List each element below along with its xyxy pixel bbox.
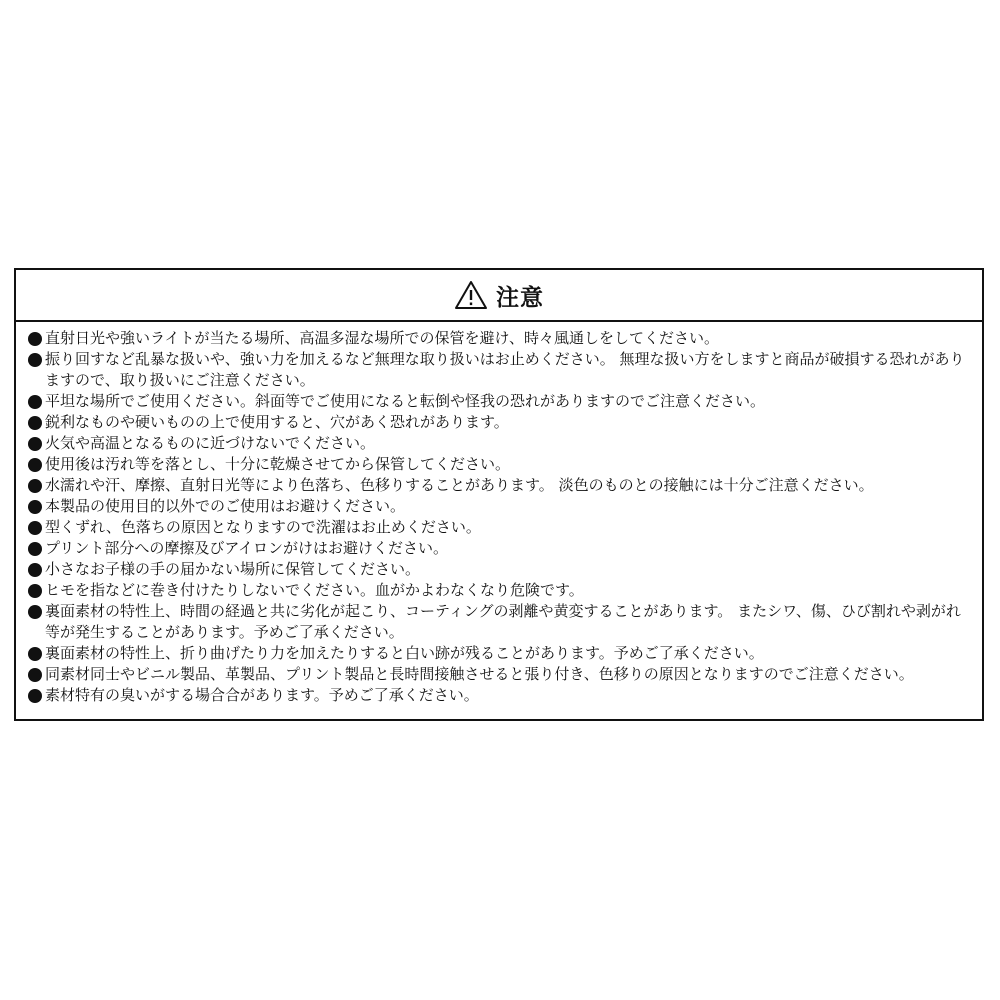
notice-title: 注意 xyxy=(496,284,544,311)
notice-list xyxy=(16,322,982,706)
list-item: プリント部分への摩擦及びアイロンがけはお避けください。 xyxy=(28,538,974,559)
list-item: 本製品の使用目的以外でのご使用はお避けください。 xyxy=(28,496,974,517)
list-item: 火気や高温となるものに近づけないでください。 xyxy=(28,433,974,454)
notice-header xyxy=(16,270,982,322)
bullet-icon xyxy=(28,416,42,430)
warning-triangle-icon xyxy=(454,280,488,310)
list-item: 振り回すなど乱暴な扱いや、強い力を加えるなど無理な取り扱いはお止めください。 無理な扱い方をしますと商品が破損する恐れがありますので、取り扱いにご注意ください。 xyxy=(28,349,974,391)
bullet-icon xyxy=(28,458,42,472)
list-item: 小さなお子様の手の届かない場所に保管してください。 xyxy=(28,559,974,580)
list-item: 同素材同士やビニル製品、革製品、プリント製品と長時間接触させると張り付き、色移りの原因となりますのでご注意ください。 xyxy=(28,664,974,685)
bullet-icon xyxy=(28,479,42,493)
list-item: 裏面素材の特性上、時間の経過と共に劣化が起こり、コーティングの剥離や黄変することがあります。 またシワ、傷、ひび割れや剥がれ等が発生することがあります。予めご了承ください。 xyxy=(28,601,974,643)
list-item: 水濡れや汗、摩擦、直射日光等により色落ち、色移りすることがあります。 淡色のものとの接触には十分ご注意ください。 xyxy=(28,475,974,496)
bullet-icon xyxy=(28,647,42,661)
list-item: 裏面素材の特性上、折り曲げたり力を加えたりすると白い跡が残ることがあります。予めご了承ください。 xyxy=(28,643,974,664)
bullet-icon xyxy=(28,584,42,598)
list-item: 平坦な場所でご使用ください。斜面等でご使用になると転倒や怪我の恐れがありますのでご注意ください。 xyxy=(28,391,974,412)
bullet-icon xyxy=(28,563,42,577)
bullet-icon xyxy=(28,437,42,451)
bullet-icon xyxy=(28,542,42,556)
bullet-icon xyxy=(28,668,42,682)
list-item: 型くずれ、色落ちの原因となりますので洗濯はお止めください。 xyxy=(28,517,974,538)
bullet-icon xyxy=(28,395,42,409)
bullet-icon xyxy=(28,332,42,346)
bullet-icon xyxy=(28,500,42,514)
bullet-icon xyxy=(28,353,42,367)
list-item: ヒモを指などに巻き付けたりしないでください。血がかよわなくなり危険です。 xyxy=(28,580,974,601)
bullet-icon xyxy=(28,689,42,703)
notice-box xyxy=(14,268,984,721)
list-item: 鋭利なものや硬いものの上で使用すると、穴があく恐れがあります。 xyxy=(28,412,974,433)
list-item: 直射日光や強いライトが当たる場所、高温多湿な場所での保管を避け、時々風通しをしてください。 xyxy=(28,328,974,349)
bullet-icon xyxy=(28,521,42,535)
list-item: 素材特有の臭いがする場合合があります。予めご了承ください。 xyxy=(28,685,974,706)
bullet-icon xyxy=(28,605,42,619)
list-item: 使用後は汚れ等を落とし、十分に乾燥させてから保管してください。 xyxy=(28,454,974,475)
